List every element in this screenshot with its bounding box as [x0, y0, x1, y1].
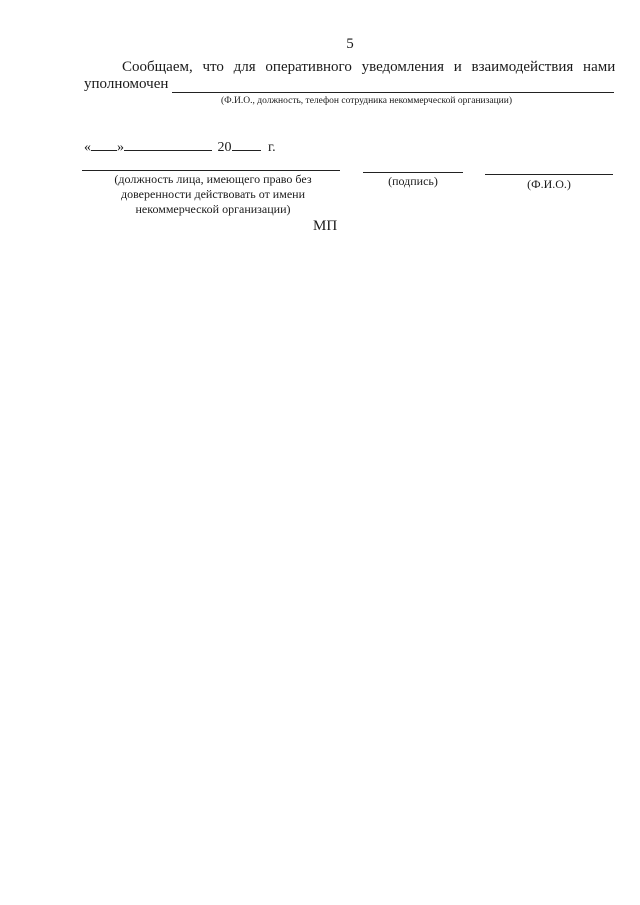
- authorized-person-blank[interactable]: [172, 92, 614, 93]
- day-blank[interactable]: [91, 139, 117, 151]
- stamp-label: МП: [313, 218, 338, 234]
- date-open-quote: «: [84, 140, 91, 155]
- paragraph-line-2: [84, 76, 168, 93]
- month-blank[interactable]: [124, 139, 212, 151]
- paragraph-line-1: Сообщаем, что для оперативного уведомления и взаимодействия нами: [122, 59, 616, 75]
- date-close-quote: »: [117, 140, 124, 155]
- position-caption: [95, 172, 331, 217]
- signature-caption: (подпись): [388, 174, 438, 188]
- page-number: 5: [346, 36, 354, 52]
- authorized-person-caption: (Ф.И.О., должность, телефон сотрудника некоммерческой организации): [221, 96, 513, 106]
- signature-blank[interactable]: [363, 172, 463, 173]
- position-caption-line-2: доверенности действовать от имени: [120, 187, 305, 201]
- authorized-label: уполномочен: [84, 76, 169, 92]
- year-suffix: г.: [268, 140, 276, 155]
- date-field: [84, 139, 276, 156]
- name-caption: (Ф.И.О.): [527, 177, 571, 191]
- position-caption-line-1: (должность лица, имеющего право без: [114, 172, 312, 186]
- position-blank[interactable]: [82, 170, 340, 171]
- year-prefix: 20: [217, 140, 232, 155]
- name-blank[interactable]: [485, 174, 613, 175]
- position-caption-line-3: некоммерческой организации): [135, 202, 291, 216]
- year-blank[interactable]: [232, 139, 261, 151]
